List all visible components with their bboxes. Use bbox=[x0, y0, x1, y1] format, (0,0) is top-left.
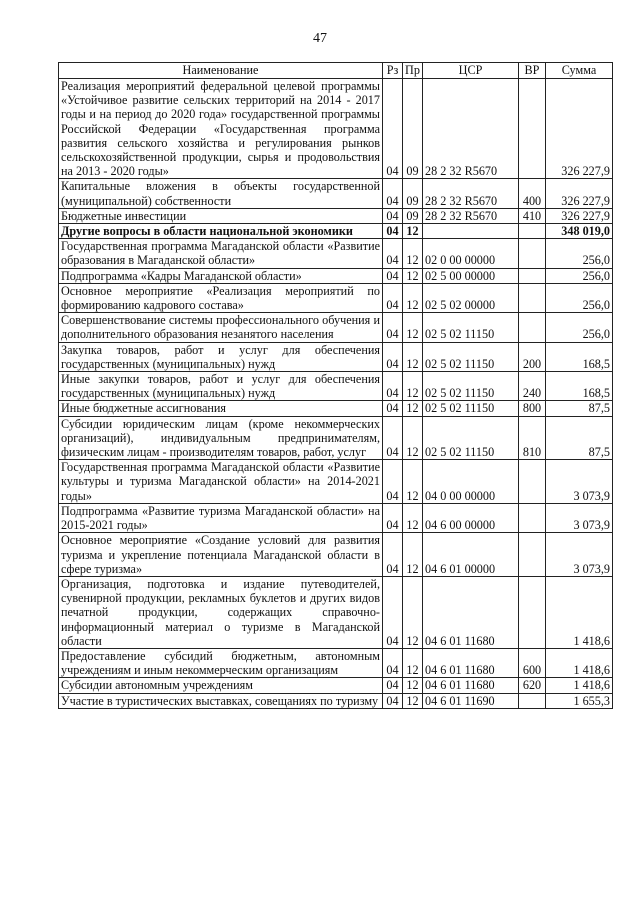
row-pr: 12 bbox=[403, 416, 423, 460]
table-row bbox=[59, 79, 613, 179]
row-sum: 326 227,9 bbox=[546, 79, 613, 179]
table-row bbox=[59, 678, 613, 693]
row-pr: 09 bbox=[403, 179, 423, 208]
row-name: Реализация мероприятий федеральной целевой программы «Устойчивое развитие сельских территорий на 2014 - 2017 годы и на период до 2020 года» государственной программы Российской Федерации «Государственная программа развития сельского хозяйства и регулирования рынков сельскохозяйственной продукции, сырья и продовольствия на 2013 - 2020 годы» bbox=[59, 79, 383, 179]
row-name: Иные закупки товаров, работ и услуг для обеспечения государственных (муниципальных) нужд bbox=[59, 372, 383, 401]
row-name: Бюджетные инвестиции bbox=[59, 208, 383, 223]
row-rz: 04 bbox=[383, 79, 403, 179]
row-rz: 04 bbox=[383, 401, 403, 416]
row-rz: 04 bbox=[383, 503, 403, 532]
row-rz: 04 bbox=[383, 208, 403, 223]
row-rz: 04 bbox=[383, 239, 403, 268]
row-rz: 04 bbox=[383, 342, 403, 371]
row-name: Подпрограмма «Развитие туризма Магаданской области» на 2015-2021 годы» bbox=[59, 503, 383, 532]
table-row bbox=[59, 460, 613, 504]
row-csr: 02 5 02 11150 bbox=[423, 416, 519, 460]
table-row bbox=[59, 533, 613, 577]
row-vr: 620 bbox=[519, 678, 546, 693]
row-pr: 12 bbox=[403, 342, 423, 371]
row-csr: 04 6 01 11680 bbox=[423, 648, 519, 677]
row-sum: 1 655,3 bbox=[546, 693, 613, 708]
row-pr: 12 bbox=[403, 533, 423, 577]
header-csr: ЦСР bbox=[423, 63, 519, 79]
row-pr: 12 bbox=[403, 239, 423, 268]
row-sum: 87,5 bbox=[546, 416, 613, 460]
table-row bbox=[59, 313, 613, 342]
row-csr: 02 0 00 00000 bbox=[423, 239, 519, 268]
row-sum: 326 227,9 bbox=[546, 179, 613, 208]
row-sum: 3 073,9 bbox=[546, 460, 613, 504]
table-row bbox=[59, 208, 613, 223]
row-rz: 04 bbox=[383, 313, 403, 342]
row-vr: 410 bbox=[519, 208, 546, 223]
table-row bbox=[59, 576, 613, 648]
row-name: Подпрограмма «Кадры Магаданской области» bbox=[59, 268, 383, 283]
row-vr bbox=[519, 460, 546, 504]
row-rz: 04 bbox=[383, 460, 403, 504]
row-pr: 12 bbox=[403, 313, 423, 342]
row-vr: 600 bbox=[519, 648, 546, 677]
row-sum: 3 073,9 bbox=[546, 533, 613, 577]
row-pr: 12 bbox=[403, 401, 423, 416]
row-sum: 1 418,6 bbox=[546, 648, 613, 677]
table-row bbox=[59, 283, 613, 312]
row-vr bbox=[519, 268, 546, 283]
row-csr: 02 5 02 11150 bbox=[423, 372, 519, 401]
header-name: Наименование bbox=[59, 63, 383, 79]
row-name: Другие вопросы в области национальной экономики bbox=[59, 224, 383, 239]
table-row bbox=[59, 268, 613, 283]
row-name: Основное мероприятие «Создание условий для развития туризма и укрепление потенциала Магаданской области в сфере туризма» bbox=[59, 533, 383, 577]
row-sum: 256,0 bbox=[546, 239, 613, 268]
row-name: Основное мероприятие «Реализация мероприятий по формированию кадрового состава» bbox=[59, 283, 383, 312]
row-pr: 12 bbox=[403, 372, 423, 401]
row-name: Субсидии юридическим лицам (кроме некоммерческих организаций), индивидуальным предпринимателям, физическим лицам - производителям товаров, работ, услуг bbox=[59, 416, 383, 460]
row-csr: 28 2 32 R5670 bbox=[423, 79, 519, 179]
row-pr: 12 bbox=[403, 283, 423, 312]
row-name: Предоставление субсидий бюджетным, автономным учреждениям и иным некоммерческим организациям bbox=[59, 648, 383, 677]
row-csr: 02 5 02 11150 bbox=[423, 401, 519, 416]
row-pr: 12 bbox=[403, 460, 423, 504]
row-csr: 04 6 00 00000 bbox=[423, 503, 519, 532]
row-csr: 04 6 01 11680 bbox=[423, 678, 519, 693]
row-sum: 256,0 bbox=[546, 268, 613, 283]
row-name: Государственная программа Магаданской области «Развитие культуры и туризма Магаданской области» на 2014-2021 годы» bbox=[59, 460, 383, 504]
row-pr: 12 bbox=[403, 576, 423, 648]
budget-table bbox=[58, 62, 613, 709]
row-csr: 04 0 00 00000 bbox=[423, 460, 519, 504]
row-vr bbox=[519, 239, 546, 268]
row-rz: 04 bbox=[383, 648, 403, 677]
table-row bbox=[59, 693, 613, 708]
row-vr: 240 bbox=[519, 372, 546, 401]
row-pr: 12 bbox=[403, 693, 423, 708]
row-vr bbox=[519, 79, 546, 179]
row-rz: 04 bbox=[383, 416, 403, 460]
row-vr: 800 bbox=[519, 401, 546, 416]
table-row bbox=[59, 342, 613, 371]
row-sum: 1 418,6 bbox=[546, 576, 613, 648]
row-vr: 200 bbox=[519, 342, 546, 371]
row-pr: 12 bbox=[403, 224, 423, 239]
table-row bbox=[59, 239, 613, 268]
row-csr: 28 2 32 R5670 bbox=[423, 179, 519, 208]
row-csr: 02 5 00 00000 bbox=[423, 268, 519, 283]
row-vr bbox=[519, 503, 546, 532]
header-rz: Рз bbox=[383, 63, 403, 79]
row-rz: 04 bbox=[383, 179, 403, 208]
table-row bbox=[59, 224, 613, 239]
row-vr bbox=[519, 533, 546, 577]
table-row bbox=[59, 416, 613, 460]
table-row bbox=[59, 648, 613, 677]
row-sum: 168,5 bbox=[546, 342, 613, 371]
row-sum: 256,0 bbox=[546, 313, 613, 342]
row-pr: 09 bbox=[403, 208, 423, 223]
row-csr: 02 5 02 11150 bbox=[423, 342, 519, 371]
row-csr: 02 5 02 00000 bbox=[423, 283, 519, 312]
row-sum: 256,0 bbox=[546, 283, 613, 312]
row-csr bbox=[423, 224, 519, 239]
row-sum: 326 227,9 bbox=[546, 208, 613, 223]
row-pr: 12 bbox=[403, 678, 423, 693]
row-rz: 04 bbox=[383, 678, 403, 693]
row-vr: 400 bbox=[519, 179, 546, 208]
row-vr bbox=[519, 313, 546, 342]
row-rz: 04 bbox=[383, 576, 403, 648]
header-pr: Пр bbox=[403, 63, 423, 79]
row-vr bbox=[519, 283, 546, 312]
row-pr: 12 bbox=[403, 648, 423, 677]
row-sum: 168,5 bbox=[546, 372, 613, 401]
row-name: Организация, подготовка и издание путеводителей, сувенирной продукции, рекламных буклетов и других видов печатной продукции, содержащих справочно-информационный материал о туризме в Магаданской области bbox=[59, 576, 383, 648]
row-vr: 810 bbox=[519, 416, 546, 460]
row-csr: 02 5 02 11150 bbox=[423, 313, 519, 342]
table-header-row bbox=[59, 63, 613, 79]
row-name: Закупка товаров, работ и услуг для обеспечения государственных (муниципальных) нужд bbox=[59, 342, 383, 371]
row-rz: 04 bbox=[383, 224, 403, 239]
row-rz: 04 bbox=[383, 283, 403, 312]
header-vr: ВР bbox=[519, 63, 546, 79]
page-number: 47 bbox=[313, 31, 327, 46]
row-name: Капитальные вложения в объекты государственной (муниципальной) собственности bbox=[59, 179, 383, 208]
header-sum: Сумма bbox=[546, 63, 613, 79]
row-csr: 04 6 01 00000 bbox=[423, 533, 519, 577]
row-rz: 04 bbox=[383, 372, 403, 401]
row-sum: 87,5 bbox=[546, 401, 613, 416]
row-rz: 04 bbox=[383, 268, 403, 283]
row-csr: 04 6 01 11690 bbox=[423, 693, 519, 708]
row-vr bbox=[519, 576, 546, 648]
table-body bbox=[59, 79, 613, 709]
row-csr: 28 2 32 R5670 bbox=[423, 208, 519, 223]
row-pr: 12 bbox=[403, 268, 423, 283]
row-rz: 04 bbox=[383, 693, 403, 708]
table-row bbox=[59, 179, 613, 208]
row-rz: 04 bbox=[383, 533, 403, 577]
table-row bbox=[59, 401, 613, 416]
table-row bbox=[59, 372, 613, 401]
row-vr bbox=[519, 224, 546, 239]
row-name: Совершенствование системы профессионального обучения и дополнительного образования незанятого населения bbox=[59, 313, 383, 342]
row-sum: 348 019,0 bbox=[546, 224, 613, 239]
row-vr bbox=[519, 693, 546, 708]
row-name: Субсидии автономным учреждениям bbox=[59, 678, 383, 693]
row-name: Участие в туристических выставках, совещаниях по туризму bbox=[59, 693, 383, 708]
row-csr: 04 6 01 11680 bbox=[423, 576, 519, 648]
row-pr: 09 bbox=[403, 79, 423, 179]
row-name: Иные бюджетные ассигнования bbox=[59, 401, 383, 416]
row-sum: 3 073,9 bbox=[546, 503, 613, 532]
row-pr: 12 bbox=[403, 503, 423, 532]
row-name: Государственная программа Магаданской области «Развитие образования в Магаданской области» bbox=[59, 239, 383, 268]
row-sum: 1 418,6 bbox=[546, 678, 613, 693]
table-row bbox=[59, 503, 613, 532]
